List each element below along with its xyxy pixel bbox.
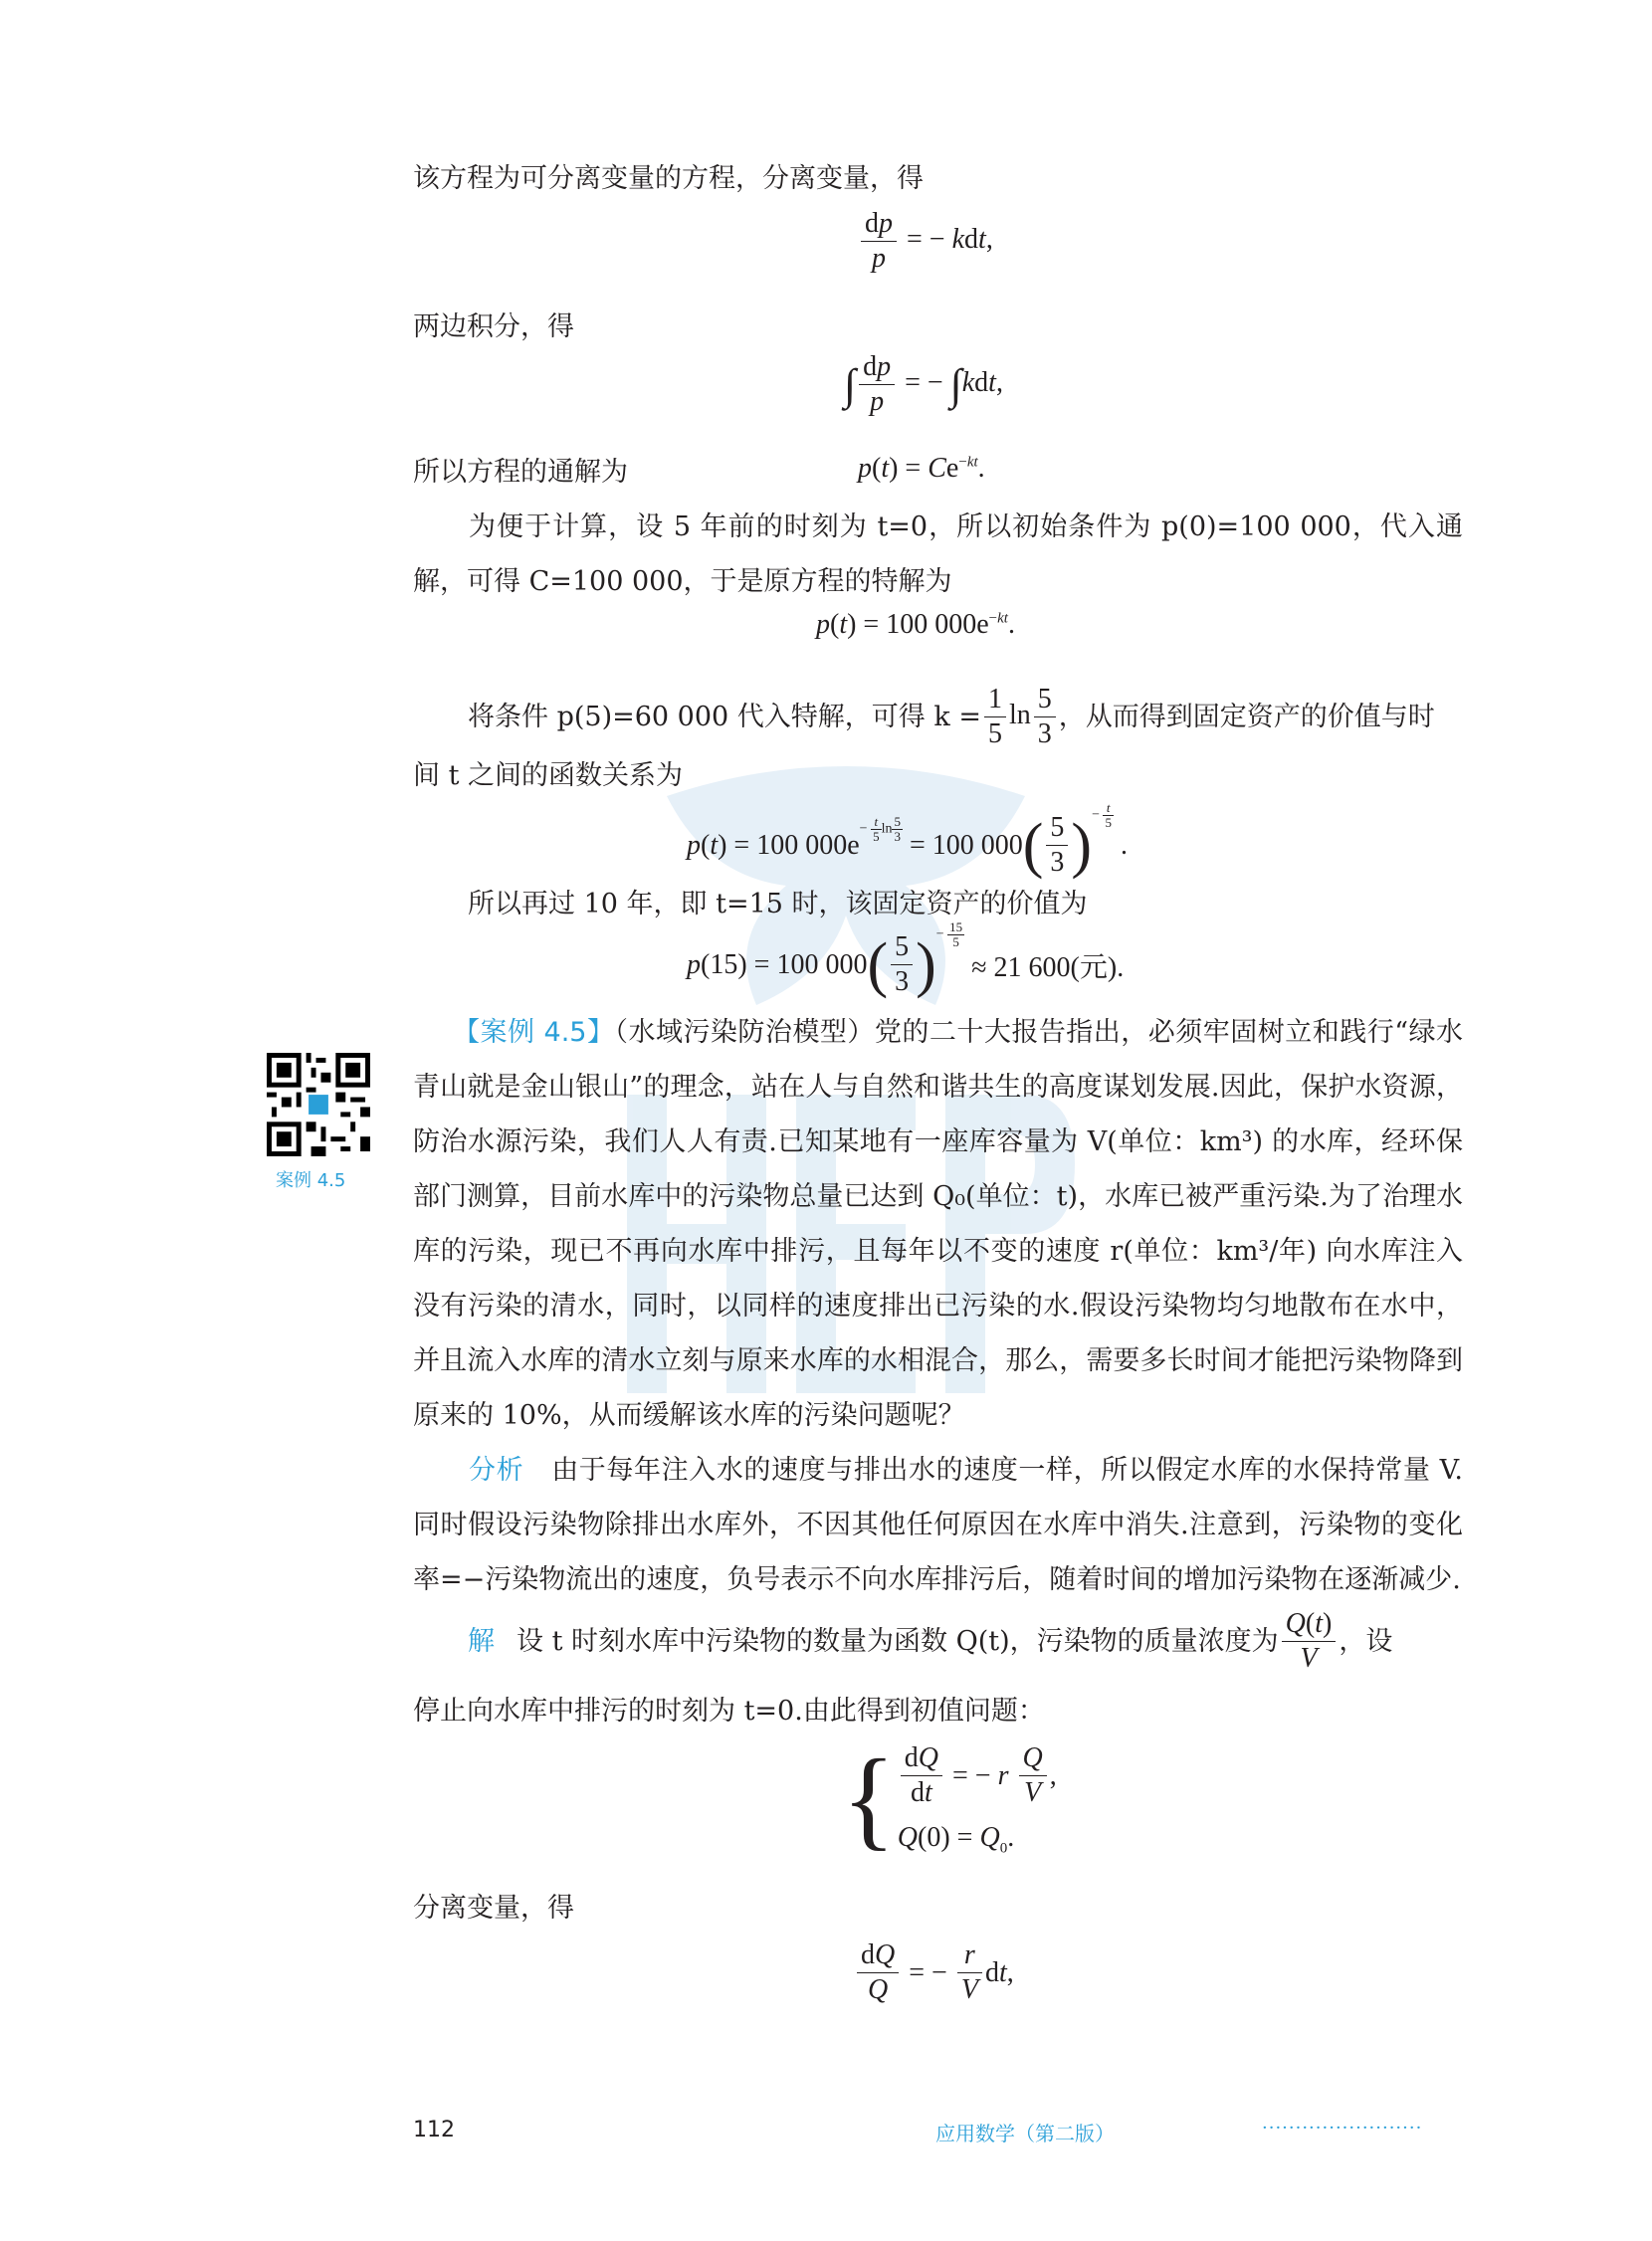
text-line: 两边积分，得 (413, 311, 574, 342)
text-line-with-k: 将条件 p(5)=60 000 代入特解，可得 k = $\frac{1}{5}$ ln $\frac{5}{3}$ ，从而得到固定资产的价值与时 (468, 684, 1435, 749)
solution-text: 设 t 时刻水库中污染物的数量为函数 Q(t)，污染物的质量浓度为 (516, 1625, 1279, 1657)
text-line: 间 t 之间的函数关系为 (413, 760, 684, 791)
analysis-paragraph (413, 1443, 1463, 1607)
analysis-text: 由于每年注入水的速度与排出水的速度一样，所以假定水库的水保持常量 V.同时假设污染物除排出水库外，不因其他任何原因在水库中消失.注意到，污染物的变化率=−污染物流出的速度，负号表示不向水库排污后，随着时间的增加污染物在逐渐减少. (413, 1455, 1463, 1595)
equation-integral: ∫ $\frac{dp}{p}$ = − ∫kdt, (844, 351, 1003, 417)
solution-label: 解 (468, 1625, 495, 1657)
case-paragraph (413, 1005, 1463, 1443)
equation-system: { $\frac{dQ}{dt}$ = − r $\frac{Q}{V}$ , $Q(0) = Q_0$. (842, 1737, 1057, 1862)
text-line: 该方程为可分离变量的方程，分离变量，得 (413, 163, 924, 194)
book-title: 应用数学（第二版） (935, 2122, 1115, 2145)
solution-text: ，设 (1339, 1625, 1393, 1657)
equation-separated: $\frac{dp}{p}$ = − kdt, (858, 207, 993, 276)
text-span: ，从而得到固定资产的价值与时 (1058, 701, 1435, 732)
footer-dots: ························ (1262, 2118, 1423, 2139)
case-text: （水域污染防治模型）党的二十大报告指出，必须牢固树立和践行“绿水青山就是金山银山”的理念，站在人与自然和谐共生的高度谋划发展.因此，保护水资源，防治水源污染，我们人人有责.已知某地有一座库容量为 V(单位：km³) 的水库，经环保部门测算，目前水库中的污染物总量已达到 Q₀(单位：t)，水库已被严重污染.为了治理水库的污染，现已不再向水库中排污，且每年以不变的速度 r(单位：km³/年) 向水库注入没有污染的清水，同时，以同样的速度排出已污染的水.假设污染物均匀地散布在水中，并且流入水库的清水立刻与原来水库的水相混合，那么，需要多长时间才能把污染物降到原来的 10%，从而缓解该水库的污染问题呢？ (413, 1017, 1463, 1431)
equation-general-solution: $p(t) = Ce^{-kt}$. (858, 453, 985, 484)
equation-value-function: p(t) = 100 000e − $\frac{t}{5}$ ln $\frac{5}{3}$ = 100 000 ( $\frac{5}{3}$ ) − $\frac{t}{5}$ . (687, 800, 1128, 880)
text-line: 分离变量，得 (413, 1893, 574, 1924)
equation-particular-solution: p(t) = 100 $000e^{-kt}$. (816, 609, 1015, 640)
qr-caption: 案例 4.5 (276, 1170, 346, 1191)
paragraph: 为便于计算，设 5 年前的时刻为 t=0，所以初始条件为 p(0)=100 000，代入通解，可得 C=100 000，于是原方程的特解为 (413, 511, 1463, 597)
text-line: 停止向水库中排污的时刻为 t=0.由此得到初值问题： (413, 1696, 1045, 1727)
analysis-label: 分析 (469, 1455, 524, 1486)
solution-line: 解 设 t 时刻水库中污染物的数量为函数 Q(t)，污染物的质量浓度为 $\frac{Q(t)}{V}$ ，设 (468, 1608, 1393, 1674)
text-line: 所以再过 10 年，即 t=15 时，该固定资产的价值为 (468, 889, 1088, 919)
case-label: 【案例 4.5】 (453, 1017, 615, 1048)
page-number: 112 (413, 2118, 455, 2142)
text-span: 将条件 p(5)=60 000 代入特解，可得 k = (468, 701, 981, 732)
qr-code-icon[interactable] (267, 1053, 370, 1156)
equation-value-at-15: p(15) = 100 000 ( $\frac{5}{3}$ ) − $\frac{15}{5}$ ≈ 21 600(元). (687, 919, 1125, 999)
equation-separated-Q: $\frac{dQ}{Q}$ = − $\frac{r}{V}$ dt, (854, 1938, 1014, 2007)
text-line: 所以方程的通解为 (413, 457, 628, 488)
